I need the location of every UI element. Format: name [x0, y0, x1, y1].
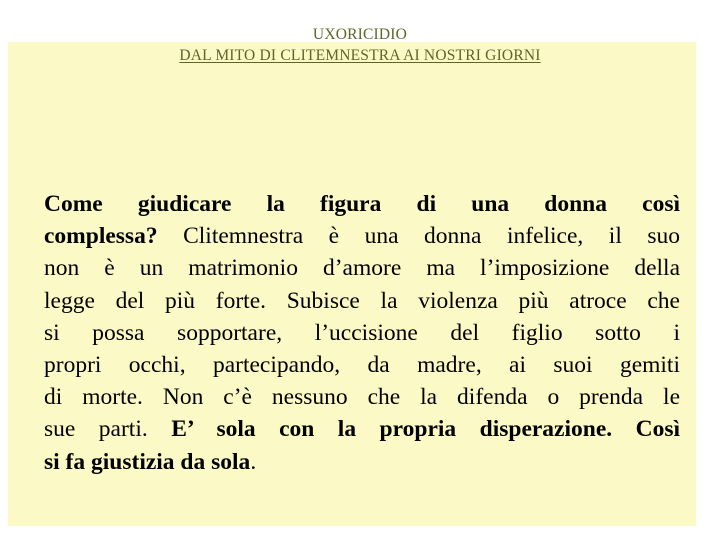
paragraph-line-2-rest: Clitemnestra è una donna infelice, il suo: [157, 223, 680, 250]
paragraph-line-2: [44, 220, 680, 252]
slide-heading: [0, 24, 720, 66]
paragraph-line-8-rest: sue parti.: [44, 416, 172, 443]
paragraph-line-9-bold: si fa giustizia da sola: [44, 448, 251, 475]
paragraph-line-2-bold: complessa?: [44, 223, 158, 250]
paragraph-line-6: propri occhi, partecipando, da madre, ai suoi gemiti: [44, 352, 680, 379]
heading-title: UXORICIDIO: [312, 26, 408, 43]
paragraph-line-5: si possa sopportare, l’uccisione del figlio sotto i: [44, 319, 680, 346]
paragraph-line-9-end: .: [250, 448, 257, 475]
paragraph-line-1: Come giudicare la figura di una donna così: [44, 191, 680, 217]
paragraph-line-9: [44, 446, 680, 478]
paragraph-line-8-bold: E’ sola con la propria disperazione. Così: [171, 416, 681, 443]
paragraph-line-3: non è un matrimonio d’amore ma l’imposizione della: [44, 255, 680, 282]
paragraph-line-4: legge del più forte. Subisce la violenza più atroce che: [44, 287, 680, 314]
paragraph-line-7: di morte. Non c’è nessuno che la difenda o prenda le: [44, 384, 680, 411]
body-paragraph: [44, 188, 680, 478]
paragraph-line-8: [44, 413, 680, 445]
heading-subtitle: DAL MITO DI CLITEMNESTRA AI NOSTRI GIORNI: [179, 47, 541, 64]
